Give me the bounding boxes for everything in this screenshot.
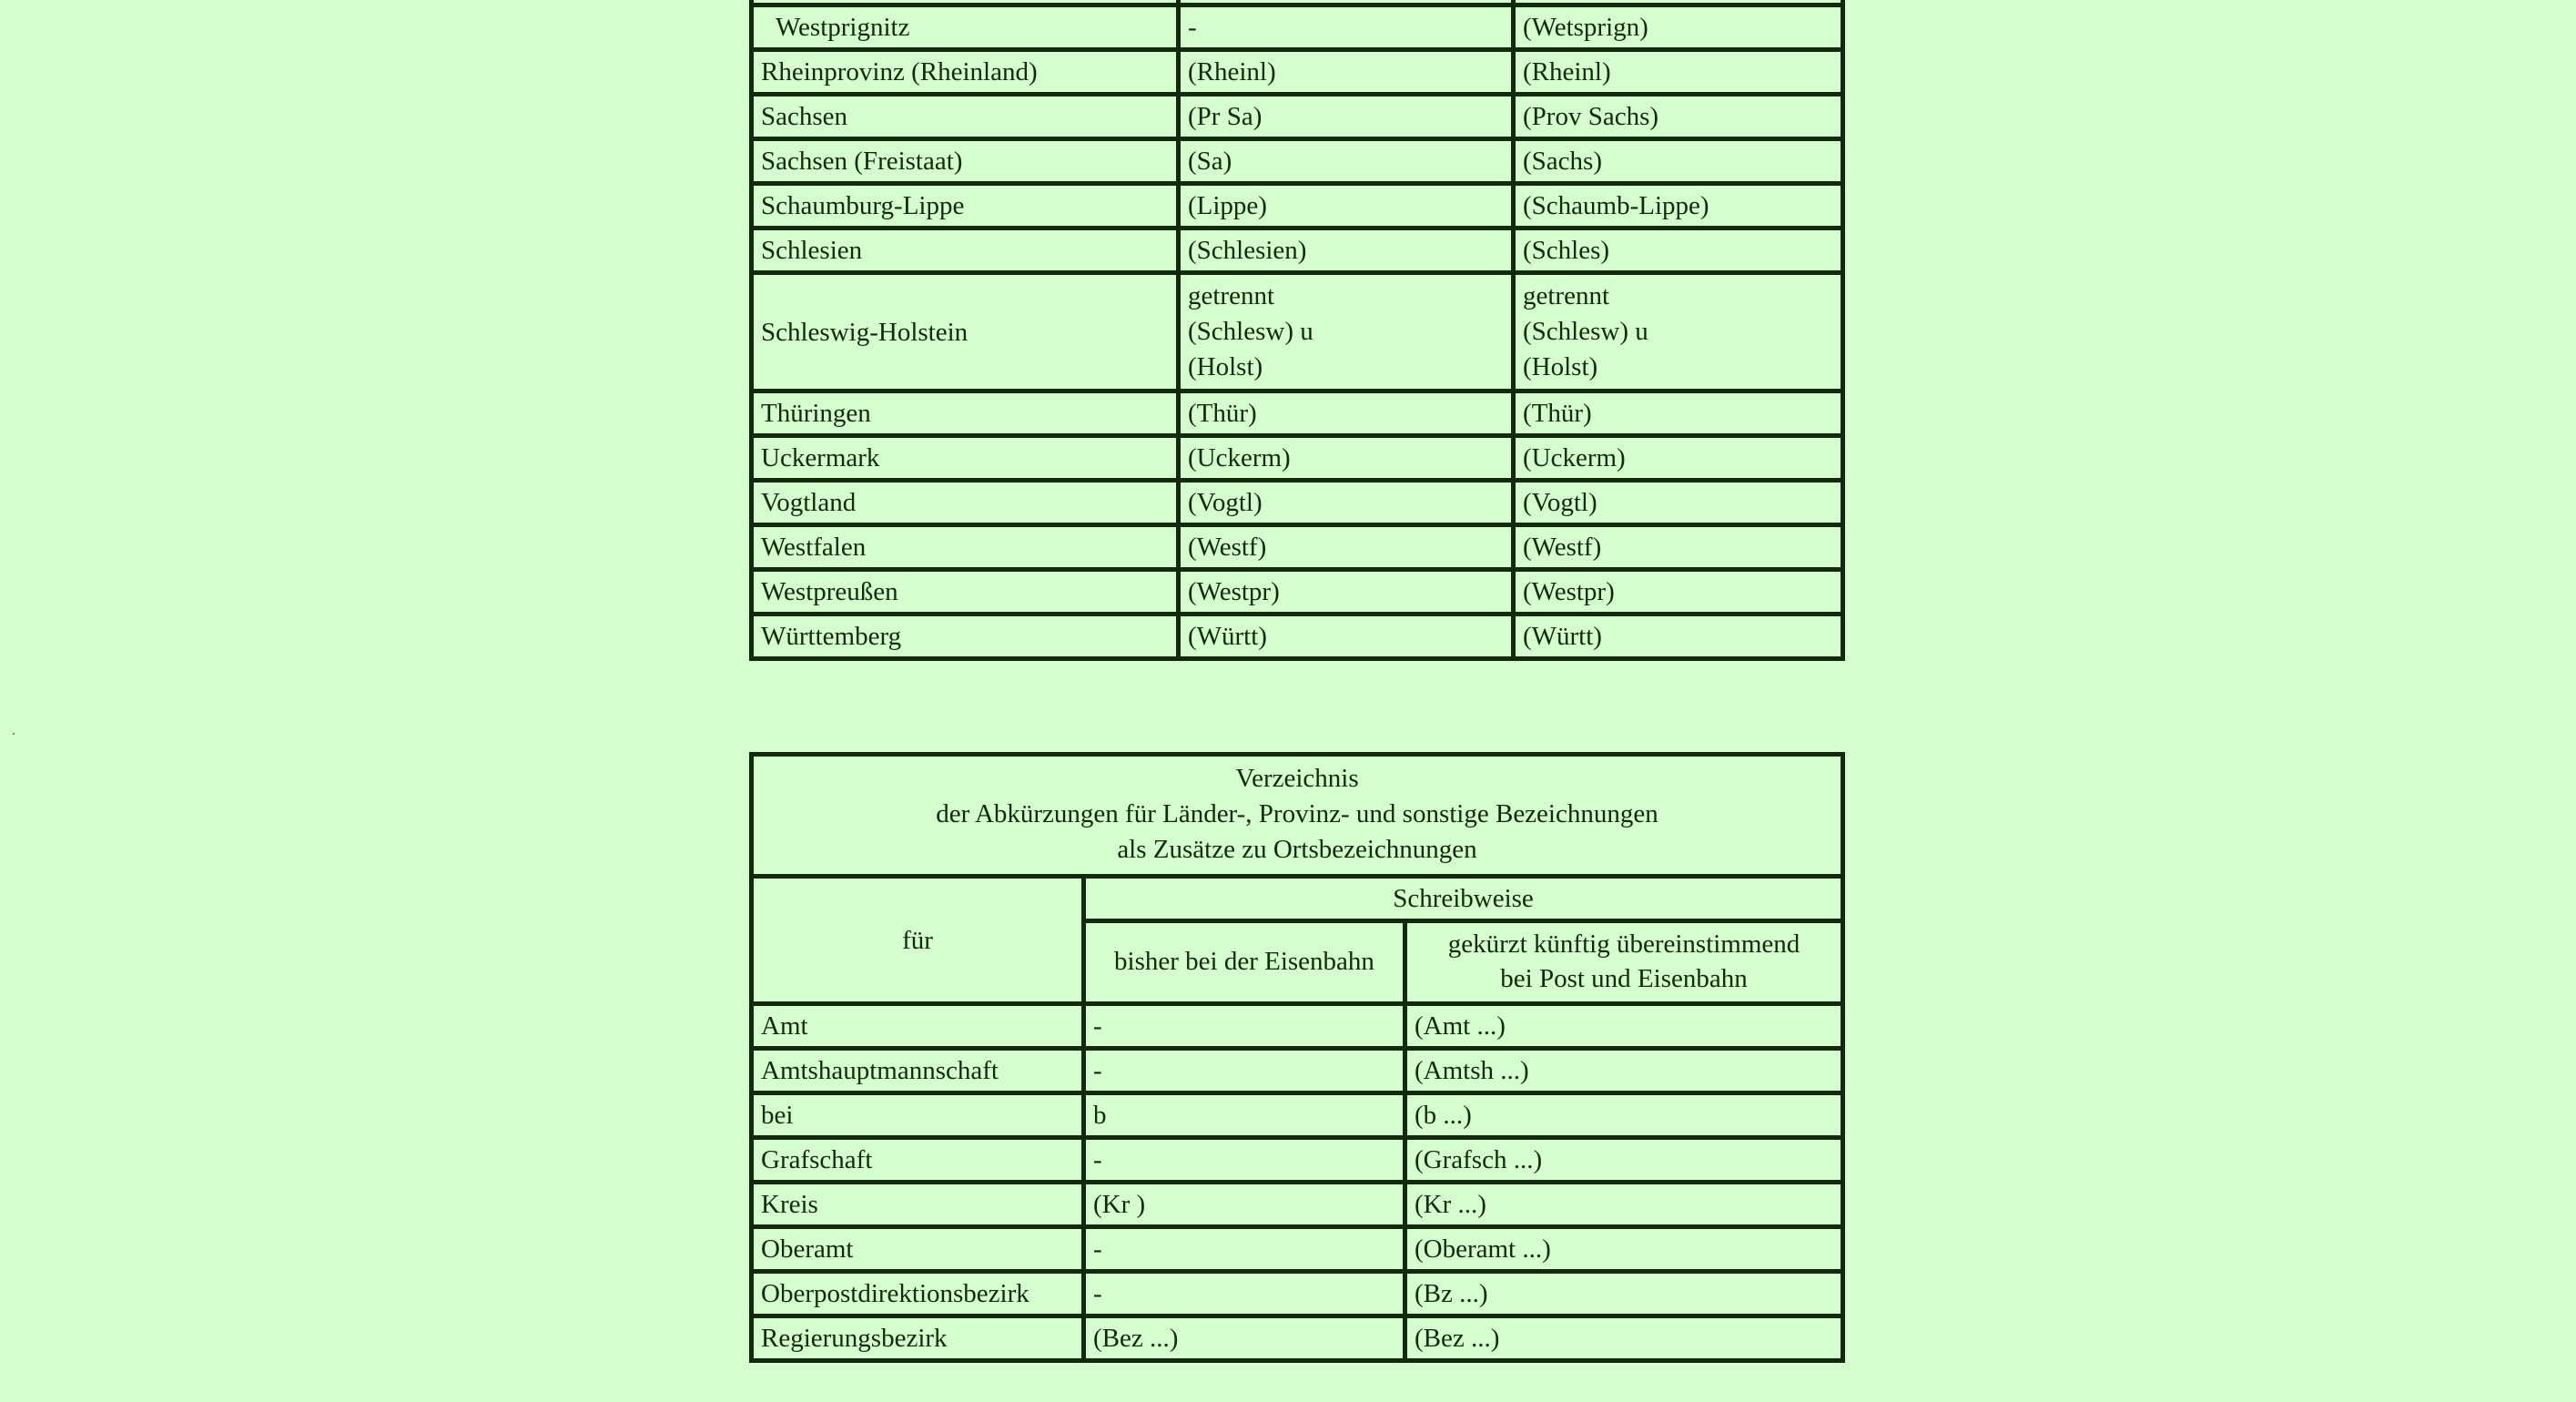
rail-abbrev-cell: -	[1179, 5, 1514, 50]
rail-abbrev-cell: (Lippe)	[1179, 184, 1514, 229]
table-row	[752, 229, 1843, 273]
new-abbrev-cell: (Prov Sachs)	[1514, 95, 1843, 139]
new-abbrev-cell: (Grafsch ...)	[1405, 1138, 1843, 1183]
title-line: der Abkürzungen für Länder-, Provinz- und sonstige Bezeichnungen	[936, 799, 1658, 828]
rail-abbrev-cell: (Thür)	[1179, 391, 1514, 436]
column-header-rail: bisher bei der Eisenbahn	[1084, 921, 1405, 1004]
region-name-cell: Württemberg	[752, 615, 1179, 659]
table-row	[752, 481, 1843, 525]
new-abbrev-cell: (Schles)	[1514, 229, 1843, 273]
table-row	[752, 391, 1843, 436]
cell-line: (Holst)	[1523, 352, 1598, 381]
designation-cell: Oberpostdirektionsbezirk	[752, 1272, 1084, 1316]
rail-abbrev-cell: (Bez ...)	[1084, 1316, 1405, 1361]
rail-abbrev-cell: -	[1084, 1138, 1405, 1183]
region-name-cell: Westpreußen	[752, 570, 1179, 615]
designation-cell: Amt	[752, 1004, 1084, 1049]
rail-abbrev-cell: (Uckerm)	[1179, 436, 1514, 481]
table-title	[752, 755, 1843, 877]
rail-abbrev-cell: -	[1084, 1227, 1405, 1272]
column-group-header-spelling: Schreibweise	[1084, 877, 1843, 921]
rail-abbrev-cell: (Pr Sa)	[1179, 95, 1514, 139]
new-abbrev-cell: (Oberamt ...)	[1405, 1227, 1843, 1272]
table-row	[752, 436, 1843, 481]
abbreviation-table-designations	[749, 752, 1845, 1363]
table-row	[752, 5, 1843, 50]
table-row	[752, 50, 1843, 95]
new-abbrev-cell: (Uckerm)	[1514, 436, 1843, 481]
region-name-cell: Schaumburg-Lippe	[752, 184, 1179, 229]
header-line: gekürzt künftig übereinstimmend	[1447, 930, 1800, 959]
designation-cell: Kreis	[752, 1183, 1084, 1227]
designation-cell: Oberamt	[752, 1227, 1084, 1272]
rail-abbrev-cell: -	[1084, 1049, 1405, 1093]
new-abbrev-cell: (b ...)	[1405, 1093, 1843, 1138]
designation-cell: Grafschaft	[752, 1138, 1084, 1183]
rail-abbrev-cell: (Vogtl)	[1179, 481, 1514, 525]
new-abbrev-cell: (Wetsprign)	[1514, 5, 1843, 50]
rail-abbrev-cell: b	[1084, 1093, 1405, 1138]
cell-line: getrennt	[1188, 281, 1275, 310]
region-name-cell: Sachsen	[752, 95, 1179, 139]
table-row	[752, 525, 1843, 570]
region-name-cell: Westfalen	[752, 525, 1179, 570]
cell-line: (Schlesw) u	[1188, 317, 1313, 346]
abbreviation-table-regions	[749, 0, 1845, 661]
new-abbrev-cell: (Thür)	[1514, 391, 1843, 436]
region-name-cell: Uckermark	[752, 436, 1179, 481]
new-abbrev-cell: (Schaumb-Lippe)	[1514, 184, 1843, 229]
cell-line: (Holst)	[1188, 352, 1263, 381]
rail-abbrev-cell: (Schlesien)	[1179, 229, 1514, 273]
table-title-row	[752, 755, 1843, 877]
designation-cell: Regierungsbezirk	[752, 1316, 1084, 1361]
new-abbrev-cell: (Amtsh ...)	[1405, 1049, 1843, 1093]
new-abbrev-cell: (Westpr)	[1514, 570, 1843, 615]
region-name-cell: Schleswig-Holstein	[752, 273, 1179, 391]
title-line: Verzeichnis	[1235, 764, 1359, 793]
header-row	[752, 877, 1843, 921]
column-header-for: für	[752, 877, 1084, 1004]
header-line: bei Post und Eisenbahn	[1500, 964, 1748, 993]
region-name-cell: Thüringen	[752, 391, 1179, 436]
new-abbrev-cell: (Bez ...)	[1405, 1316, 1843, 1361]
region-name-cell: Rheinprovinz (Rheinland)	[752, 50, 1179, 95]
table-row	[752, 1049, 1843, 1093]
table-row	[752, 1272, 1843, 1316]
designation-cell: Amtshauptmannschaft	[752, 1049, 1084, 1093]
new-abbrev-cell: (Amt ...)	[1405, 1004, 1843, 1049]
region-name-cell: Westprignitz	[752, 5, 1179, 50]
table-row	[752, 1227, 1843, 1272]
rail-abbrev-cell: -	[1084, 1004, 1405, 1049]
new-abbrev-cell: (Bz ...)	[1405, 1272, 1843, 1316]
new-abbrev-cell: (Rheinl)	[1514, 50, 1843, 95]
table-row	[752, 1183, 1843, 1227]
new-abbrev-cell: (Württ)	[1514, 615, 1843, 659]
new-abbrev-cell: (Westf)	[1514, 525, 1843, 570]
table-row	[752, 1138, 1843, 1183]
table-row	[752, 570, 1843, 615]
table-row	[752, 184, 1843, 229]
rail-abbrev-cell: (Westpr)	[1179, 570, 1514, 615]
table-row	[752, 139, 1843, 184]
rail-abbrev-cell: (Sa)	[1179, 139, 1514, 184]
column-header-new	[1405, 921, 1843, 1004]
region-name-cell: Vogtland	[752, 481, 1179, 525]
title-line: als Zusätze zu Ortsbezeichnungen	[1117, 835, 1477, 864]
new-abbrev-cell: (Kr ...)	[1405, 1183, 1843, 1227]
new-abbrev-cell: (Sachs)	[1514, 139, 1843, 184]
table-row	[752, 273, 1843, 391]
designation-cell: bei	[752, 1093, 1084, 1138]
cell-line: (Schlesw) u	[1523, 317, 1648, 346]
cell-line: getrennt	[1523, 281, 1610, 310]
rail-abbrev-cell: (Rheinl)	[1179, 50, 1514, 95]
region-name-cell: Schlesien	[752, 229, 1179, 273]
rail-abbrev-cell: (Westf)	[1179, 525, 1514, 570]
table-row	[752, 615, 1843, 659]
stray-dot	[13, 733, 15, 735]
new-abbrev-cell: (Vogtl)	[1514, 481, 1843, 525]
table-row	[752, 1316, 1843, 1361]
table-row	[752, 1004, 1843, 1049]
region-name-cell: Sachsen (Freistaat)	[752, 139, 1179, 184]
rail-abbrev-cell: -	[1084, 1272, 1405, 1316]
table-row	[752, 1093, 1843, 1138]
rail-abbrev-cell: (Württ)	[1179, 615, 1514, 659]
table-row	[752, 95, 1843, 139]
rail-abbrev-cell	[1179, 273, 1514, 391]
new-abbrev-cell	[1514, 273, 1843, 391]
rail-abbrev-cell: (Kr )	[1084, 1183, 1405, 1227]
